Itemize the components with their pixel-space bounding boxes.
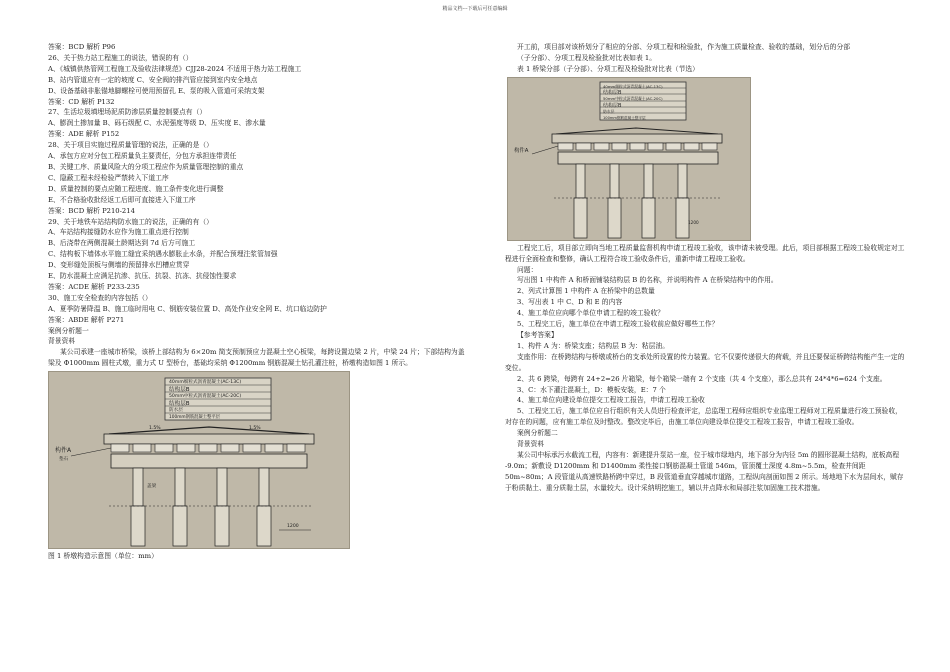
text-line: 背景资料 (517, 440, 545, 449)
answer-lines (505, 385, 905, 407)
layer-label-1: 40mm细粒式沥青混凝土(AC-13C) (169, 380, 242, 386)
text-line: 开工前，项目部对该桥划分了相应的分部、分项工程和检验批，作为施工质量检查、验收的基础，划分后的分部 (517, 43, 851, 51)
slope-label-right: 1.5% (249, 426, 261, 432)
text-line: 背景资料 (48, 337, 76, 346)
case2-heading (505, 428, 905, 450)
text-line: B、关键工序、质量风险大的分项工程应作为质量管理控制的重点 (48, 162, 244, 171)
text-line: 30、施工安全检查的内容包括（） (48, 293, 152, 302)
layer-label-2: 结构层B (169, 387, 190, 394)
bridge-pier-figure-repeat (507, 77, 751, 241)
text-line: A、承包方应对分包工程质量负主要责任，分包方承担连带责任 (48, 152, 237, 161)
text-line: 4、施工单位应向哪个单位申请工程的竣工验收？ (517, 309, 665, 318)
text-line: 1、构件 A 为：桥梁支座；结构层 B 为：粘层油。 (517, 341, 670, 350)
text-line: 2、列式计算图 1 中构件 A 在桥梁中的总数量 (517, 287, 655, 296)
layer-label-6: 100mm钢筋混凝土整平层 (169, 415, 220, 421)
text-line: 28、关于项目实施过程质量管理的说法，正确的是（） (48, 141, 213, 150)
layer-label-3: 50mm中粒式沥青混凝土(AC-20C) (169, 394, 242, 400)
r-layer-label-2: 结构层B (603, 89, 622, 96)
pad-label: 垫石 (59, 457, 69, 463)
text-line: 答案：BCD 解析 P210-214 (48, 206, 135, 215)
r-part-a-label: 构件A (514, 147, 529, 154)
text-line: 问题： (517, 265, 538, 274)
text-line: 29、关于地铁车站结构防水施工的说法，正确的有（） (48, 217, 213, 226)
text-line: A、车站结构接缝防水应作为施工重点进行控制 (48, 228, 189, 237)
text-line: 3、C：水下灌注混凝土，D：模板安装，E：7 个 (517, 385, 666, 394)
case2-background-text: 某公司中标承污水截流工程，内容有：新建提升泵站一座，位于城市绿地内，地下部分为内径 5m 的圆形混凝土结构，底板高程 -9.0m；新敷设 D1200mm 和 D1400mm 柔性接口钢筋混凝土管道 546m，管顶覆土深度 4.8m~5.5m，检查井间距 50m~80m；A 段管道从高速铁路桥跨中穿过，B 段管道垂直穿越城市道路，工程纵向剖面如图 2 所示。场地地下水为层间水，赋存于粉质黏土、重分质黏土层，水量较大。设计采纳明挖施工，辅以井点降水和局部注浆加固施工技术措施。 (505, 450, 904, 492)
text-line: 4、施工单位向建设单位提交工程竣工报告，申请工程竣工验收 (517, 396, 705, 405)
text-line: （子分部）、分项工程及检验批对比表如表 1。 (517, 53, 657, 62)
text-line: D、设备基础非胀锚地脚螺栓可使用预留孔 E、泵的吸入管道可采纳支架 (48, 86, 265, 95)
r-layer-label-4: 结构层B (603, 102, 622, 109)
text-line: 答案：ACDE 解析 P233-235 (48, 282, 140, 291)
r-layer-label-5: 防水层 (603, 108, 615, 114)
bearing-function-paragraph: 支座作用：在桥跨结构与桥墩或桥台的支承处所设置的传力装置。它不仅要传递很大的荷载，并且还要保证桥跨结构能产生一定的变位。 (505, 352, 905, 372)
text-line: D、变形缝处顶板与侧墙的预留排水凹槽应贯穿 (48, 261, 190, 270)
cap-beam-label: 盖梁 (147, 484, 157, 490)
dimension-label: 1200 (287, 524, 299, 530)
r-dimension-label: 1200 (688, 219, 699, 225)
right-lines-top (505, 42, 905, 75)
questions-list (505, 265, 905, 352)
text-line: 案例分析题二 (517, 429, 558, 438)
text-line: 答案：BCD 解析 P96 (48, 43, 116, 51)
text-line: 写出图 1 中构件 A 和桥面铺装结构层 B 的名称，并说明构件 A 在桥梁结构中的作用。 (517, 276, 778, 285)
left-lines (48, 42, 466, 347)
page-header: 精品文档---下载后可任意编辑 (442, 6, 508, 12)
acceptance-paragraph: 5、工程完工后，施工单位应自行组织有关人员进行检查评定，总监理工程师应组织专业监理工程师对工程质量进行竣工预验收，对存在的问题，应有施工单位及时整改。整改完毕后，由施工单位向建设单位提交工程竣工报告，申请工程竣工验收。 (505, 407, 902, 427)
text-line: 26、关于热力站工程施工的说法，错误的有（） (48, 53, 193, 62)
text-line: C、结构板下墙体水平施工缝宜采纳遇水膨胀止水条，并配合预埋注浆管加强 (48, 250, 278, 259)
text-line: E、不合格验收批经返工后即可直接进入下道工序 (48, 195, 196, 204)
text-line: C、隐蔽工程未经检验严禁转入下道工序 (48, 173, 169, 182)
r-layer-label-6: 100mm钢筋混凝土整平层 (603, 115, 646, 120)
text-line: A、膨润土掺加量 B、砾石级配 C、水泥强度等级 D、压实度 E、渗水量 (48, 119, 266, 128)
figure-caption: 图 1 桥墩构造示意图（单位：mm） (48, 552, 158, 561)
layer-label-5: 防水层 (169, 408, 183, 414)
text-line: B、后浇带在两侧混凝土龄期达到 7d 后方可施工 (48, 239, 196, 248)
text-line: D、质量控制的要点应随工程进度、施工条件变化进行调整 (48, 184, 224, 193)
text-line: E、防水混凝土应满足抗渗、抗压、抗裂、抗冻、抗侵蚀性要求 (48, 272, 237, 281)
left-column (48, 42, 466, 562)
slope-label-left: 1.5% (149, 426, 161, 432)
right-column (505, 42, 905, 494)
bridge-pier-figure (48, 371, 350, 549)
part-a-label: 构件A (55, 447, 72, 455)
text-line: 【参考答案】 (517, 330, 558, 339)
bearing-count-paragraph: 2、共 6 跨梁，每跨有 24+2=26 片箱梁，每个箱梁一端有 2 个支座（共 4 个支座），那么总共有 24*4*6=624 个支座。 (517, 374, 887, 383)
text-line: A、《城镇供热管网工程施工及验收法律规范》CJJ28-2024 不适用于热力站工程施工 (48, 64, 302, 73)
text-line: 5、工程完工后，施工单位在申请工程竣工验收前应做好哪些工作？ (517, 320, 719, 329)
case1-background-text: 某公司承建一座城市桥梁，该桥上部结构为 6×20m 简支预制预应力混凝土空心板梁，每跨设置边梁 2 片，中梁 24 片；下部结构为盖梁及 Φ1000mm 圆柱式墩，重力式 U 型桥台，基础均采纳 Φ1200mm 钢筋混凝土钻孔灌注桩，桥墩构造如图 1 所示。 (48, 348, 465, 368)
text-line: 27、生活垃圾填埋场泥质防渗层质量控制要点有（） (48, 108, 207, 117)
text-line: 答案：ABDE 解析 P271 (48, 315, 125, 324)
text-line: 表 1 桥梁分部（子分部）、分项工程及检验批对比表（节选） (517, 64, 699, 73)
text-line: B、站内管道应有一定的坡度 C、安全阀的排汽管应接到室内安全地点 (48, 75, 258, 84)
r-layer-label-3: 50mm中粒式沥青混凝土(AC-20C) (603, 95, 663, 101)
text-line: 答案：ADE 解析 P152 (48, 130, 120, 139)
r-layer-label-1: 40mm细粒式沥青混凝土(AC-13C) (603, 83, 663, 89)
text-line: A、夏季防暑降温 B、施工临时用电 C、钢筋安装位置 D、高处作业安全网 E、坑口临边防护 (48, 304, 327, 313)
text-line: 案例分析题一 (48, 326, 89, 335)
text-line: 3、写出表 1 中 C、D 和 E 的内容 (517, 298, 623, 307)
layer-label-4: 结构层B (169, 401, 190, 408)
completion-paragraph: 工程完工后，项目部立即向当地工程质量监督机构申请工程竣工验收，该申请未被受理。此后，项目部根据工程竣工验收规定对工程进行全面检查和整修，确认工程符合竣工验收条件后，重新申请工程竣工验收。 (505, 243, 905, 263)
text-line: 答案：CD 解析 P132 (48, 97, 115, 106)
